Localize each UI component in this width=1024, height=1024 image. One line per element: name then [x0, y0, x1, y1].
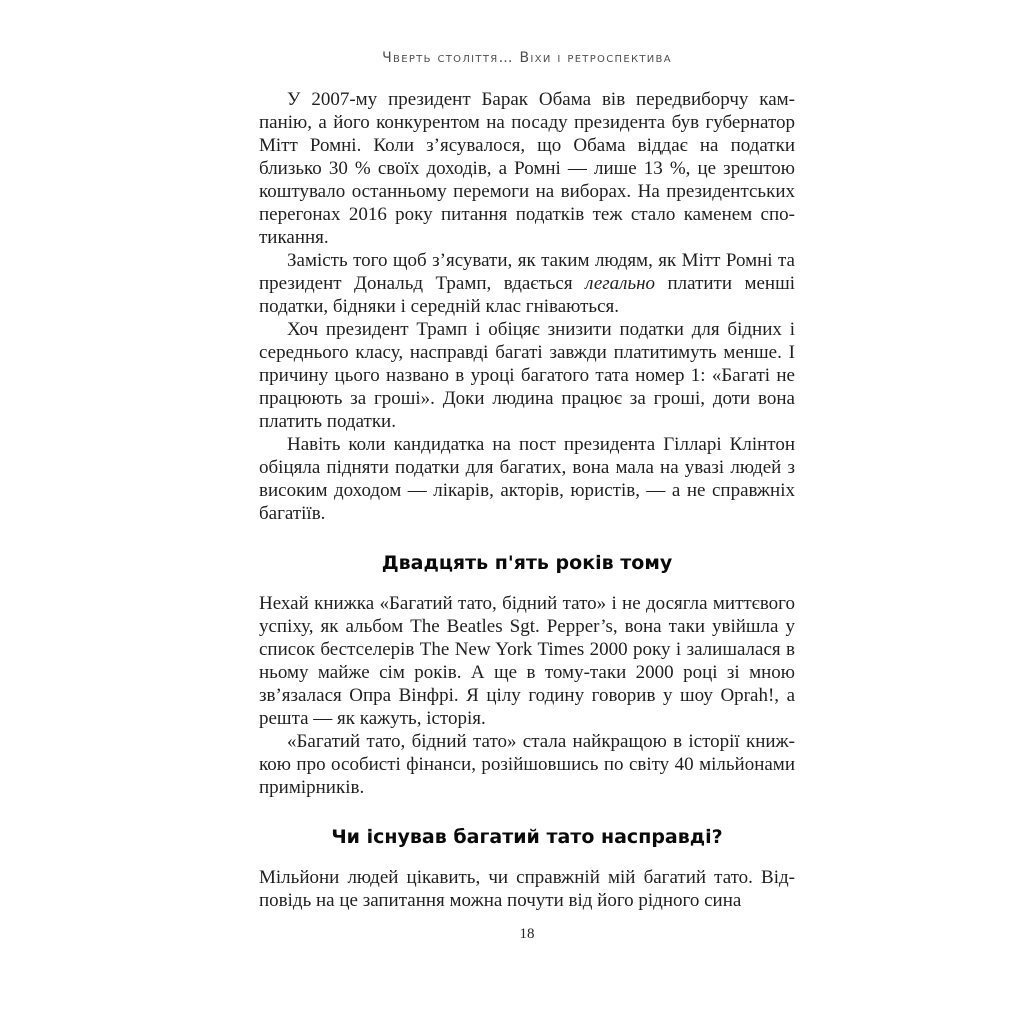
running-head: Чверть століття… Віхи і ретроспектива — [382, 50, 672, 66]
paragraph-obama-romney: У 2007-му президент Барак Обама вів передвиборчу кампанію, а його конкурентом на посаду президента був губернатор Мітт Ромні. Коли з’ясувалося, що Обама віддає на податки близько 30 % своїх доходів, а Ромні — лише 13 %, це зрештою коштувало останньому перемоги на виборах. На президентських перегонах 2016 року питання податків теж стало каменем спотикання. — [259, 89, 795, 248]
paragraph-text-before-italic: Замість того щоб з’ясувати, як таким людям, як Мітт Ромні та президент Дональд Трамп, вдається — [259, 250, 795, 294]
paragraph-millions-wonder: Мільйони людей цікавить, чи справжній мій багатий тато. Відповідь на це запитання можна почути від його рідного сина — [259, 867, 795, 911]
section-heading-twenty-five-years: Двадцять п'ять років тому — [381, 552, 673, 574]
text-column — [259, 88, 795, 912]
paragraph-legally-pay-less — [259, 249, 795, 318]
paragraph-forty-million-copies: «Багатий тато, бідний тато» стала найкращою в історії книжкою про особисті фінанси, розійшовшись по світу 40 мільйонами примірників. — [259, 731, 795, 798]
page-number: 18 — [519, 926, 535, 942]
paragraph-book-success: Нехай книжка «Багатий тато, бідний тато» і не досягла миттєвого успіху, як альбом The Beatles Sgt. Pepper’s, вона таки увійшла у список бестселерів The New York Times 2000 року і залишалася в ньому майже сім років. А ще в тому-таки 2000 році зі мною зв’язалася Опра Вінфрі. Я цілу годину говорив у шоу Oprah!, а решта — як кажуть, історія. — [259, 593, 795, 729]
paragraph-text-after-italic: платити менші податки, бідняки і середній клас гніваються. — [259, 273, 795, 317]
paragraph-clinton-taxes: Навіть коли кандидатка на пост президента Гілларі Клінтон обіцяла підняти податки для багатих, вона мала на увазі людей з високим доходом — лікарів, акторів, юристів, — а не справжніх багатіїв. — [259, 434, 795, 524]
section-heading-did-rich-dad-exist: Чи існував багатий тато насправді? — [331, 826, 723, 848]
italic-word: легально — [585, 273, 656, 294]
paragraph-trump-taxes: Хоч президент Трамп і обіцяє знизити податки для бідних і середнього класу, насправді багаті завжди платитимуть менше. І причину цього названо в уроці багатого тата номер 1: «Багаті не працюють за гроші». Доки людина працює за гроші, доти вона платить податки. — [259, 319, 795, 432]
